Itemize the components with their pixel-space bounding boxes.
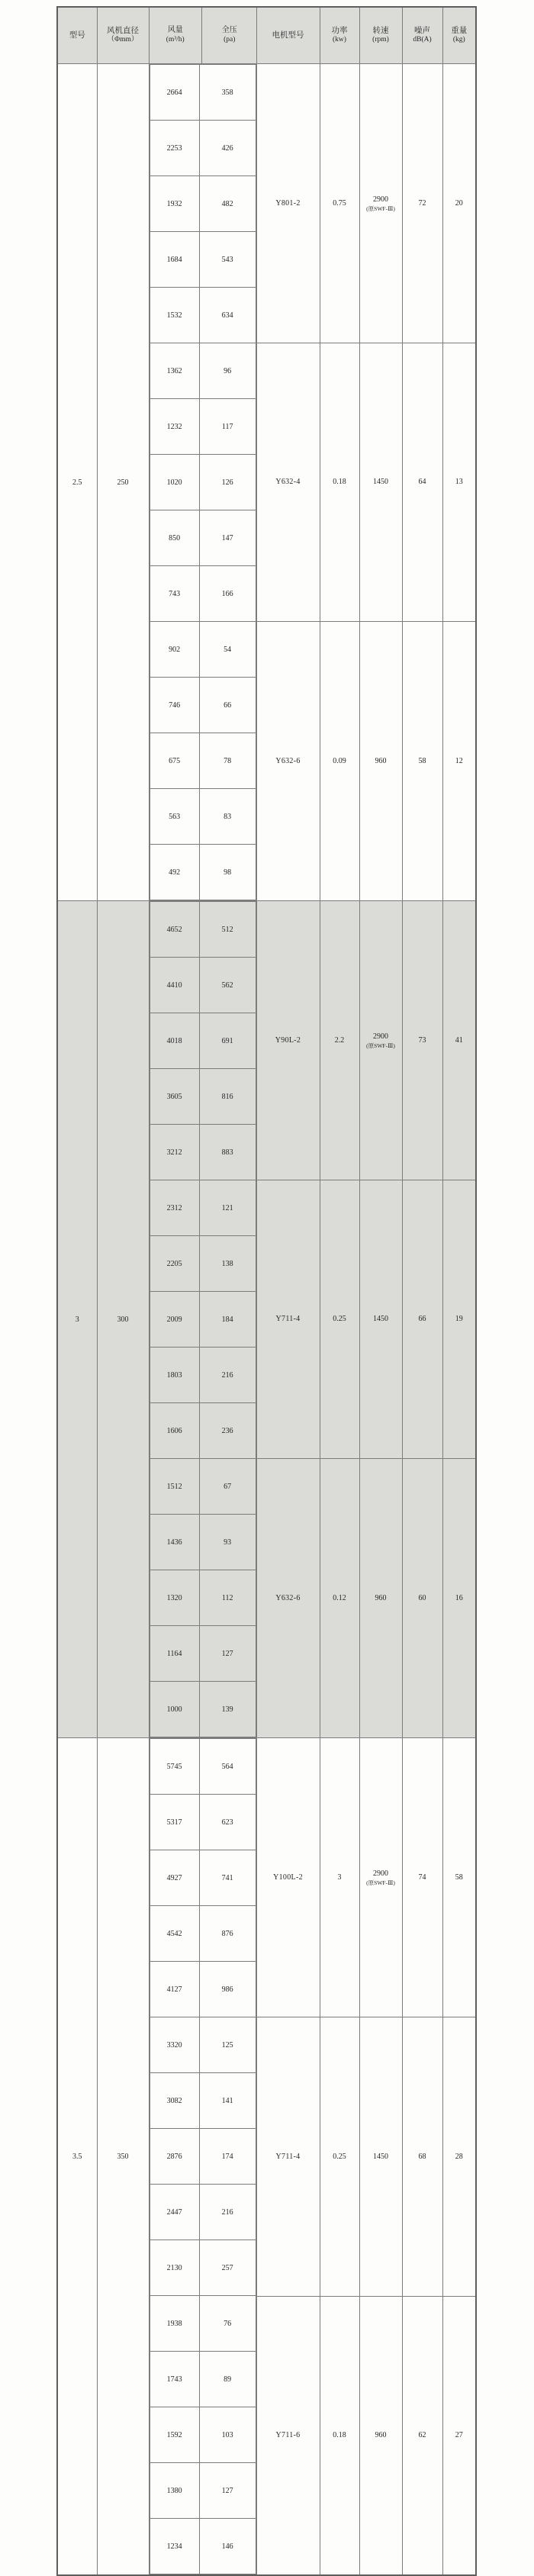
flow-pressure-row <box>150 2407 256 2463</box>
flow-pressure-row <box>150 1403 256 1459</box>
speed-value: 1450 <box>373 1315 388 1324</box>
flow-cell: 1320 <box>150 1570 199 1626</box>
pressure-cell: 562 <box>199 958 256 1013</box>
pressure-cell: 986 <box>199 1962 256 2017</box>
pressure-cell: 112 <box>199 1570 256 1626</box>
flow-pressure-row <box>150 958 256 1013</box>
speed-cell <box>359 622 402 901</box>
spec-subgroup-row <box>57 64 476 343</box>
flow-cell: 675 <box>150 733 199 789</box>
col-header-weight-unit: (kg) <box>452 36 465 44</box>
flow-cell: 5317 <box>150 1795 199 1850</box>
speed-value: 2900 <box>373 1032 388 1041</box>
pressure-cell: 741 <box>199 1850 256 1906</box>
flow-pressure-row <box>150 176 256 232</box>
power-cell: 0.25 <box>320 2017 359 2296</box>
col-header-motor <box>256 7 320 64</box>
col-header-noise <box>402 7 442 64</box>
pressure-cell: 216 <box>199 1348 256 1403</box>
pressure-cell: 93 <box>199 1515 256 1570</box>
flow-cell: 1362 <box>150 343 199 399</box>
flow-cell: 5745 <box>150 1739 199 1795</box>
header-row <box>57 7 476 64</box>
flow-pressure-row <box>150 1459 256 1515</box>
flow-cell: 4018 <box>150 1013 199 1069</box>
pressure-cell: 691 <box>199 1013 256 1069</box>
pressure-cell: 138 <box>199 1236 256 1292</box>
flow-cell: 2253 <box>150 121 199 176</box>
flow-cell: 1164 <box>150 1626 199 1682</box>
model-cell: 2.5 <box>57 64 97 901</box>
pressure-cell: 103 <box>199 2407 256 2463</box>
model-cell: 3 <box>57 901 97 1738</box>
flow-cell: 1234 <box>150 2519 199 2574</box>
flow-pressure-area <box>149 1738 256 2576</box>
flow-pressure-row <box>150 1236 256 1292</box>
pressure-cell: 184 <box>199 1292 256 1348</box>
flow-pressure-row <box>150 622 256 678</box>
flow-cell: 1592 <box>150 2407 199 2463</box>
pressure-cell: 126 <box>199 455 256 510</box>
flow-pressure-row <box>150 510 256 566</box>
pressure-cell: 174 <box>199 2129 256 2185</box>
pressure-cell: 67 <box>199 1459 256 1515</box>
col-header-model-label: 型号 <box>69 31 85 40</box>
pressure-cell: 96 <box>199 343 256 399</box>
speed-cell <box>359 1738 402 2017</box>
motor-model-cell: Y632-6 <box>256 622 320 901</box>
flow-cell: 2312 <box>150 1180 199 1236</box>
diameter-cell: 350 <box>97 1738 149 2576</box>
col-header-weight <box>442 7 476 64</box>
flow-pressure-row <box>150 1180 256 1236</box>
pressure-cell: 543 <box>199 232 256 288</box>
col-header-diameter-unit: （Φmm） <box>107 36 139 44</box>
flow-cell: 850 <box>150 510 199 566</box>
motor-model-cell: Y100L-2 <box>256 1738 320 2017</box>
flow-pressure-row <box>150 1069 256 1125</box>
flow-cell: 902 <box>150 622 199 678</box>
flow-pressure-row <box>150 65 256 121</box>
pressure-cell: 634 <box>199 288 256 343</box>
pressure-cell: 121 <box>199 1180 256 1236</box>
col-header-pressure-unit: (pa) <box>224 35 236 43</box>
pressure-cell: 98 <box>199 845 256 900</box>
flow-cell: 743 <box>150 566 199 622</box>
pressure-cell: 358 <box>199 65 256 121</box>
col-header-flow <box>150 8 202 63</box>
col-header-flow-unit: (m³/h) <box>166 35 185 43</box>
flow-cell: 1606 <box>150 1403 199 1459</box>
speed-cell <box>359 901 402 1180</box>
flow-cell: 2447 <box>150 2185 199 2240</box>
flow-pressure-row <box>150 1348 256 1403</box>
pressure-cell: 66 <box>199 678 256 733</box>
col-header-speed <box>359 7 402 64</box>
col-header-power-label: 功率 <box>331 27 348 35</box>
pressure-cell: 147 <box>199 510 256 566</box>
flow-cell: 2130 <box>150 2240 199 2296</box>
noise-cell: 62 <box>402 2296 442 2575</box>
flow-cell: 3605 <box>150 1069 199 1125</box>
pressure-cell: 623 <box>199 1795 256 1850</box>
weight-cell: 27 <box>442 2296 476 2575</box>
flow-pressure-row <box>150 1739 256 1795</box>
spec-subgroup-row <box>57 1738 476 2017</box>
pressure-cell: 512 <box>199 902 256 958</box>
col-header-diameter <box>97 7 149 64</box>
flow-pressure-row <box>150 2352 256 2407</box>
speed-value: 960 <box>375 1594 387 1603</box>
flow-pressure-row <box>150 1125 256 1180</box>
noise-cell: 68 <box>402 2017 442 2296</box>
col-header-power <box>320 7 359 64</box>
speed-cell <box>359 2017 402 2296</box>
weight-cell: 13 <box>442 343 476 622</box>
flow-cell: 4410 <box>150 958 199 1013</box>
flow-cell: 1380 <box>150 2463 199 2519</box>
flow-cell: 1532 <box>150 288 199 343</box>
pressure-cell: 883 <box>199 1125 256 1180</box>
flow-pressure-row <box>150 789 256 845</box>
speed-cell <box>359 343 402 622</box>
flow-cell: 4127 <box>150 1962 199 2017</box>
col-header-speed-unit: (rpm) <box>372 36 389 44</box>
col-header-power-unit: (kw) <box>333 36 346 44</box>
flow-cell: 1684 <box>150 232 199 288</box>
speed-cell <box>359 1180 402 1459</box>
weight-cell: 16 <box>442 1459 476 1738</box>
flow-pressure-area <box>149 901 256 1738</box>
col-header-speed-label: 转速 <box>372 27 389 35</box>
pressure-cell: 816 <box>199 1069 256 1125</box>
flow-cell: 2205 <box>150 1236 199 1292</box>
power-cell: 0.25 <box>320 1180 359 1459</box>
col-header-motor-label: 电机型号 <box>272 31 304 40</box>
col-header-pressure-label: 全压 <box>221 26 237 35</box>
flow-cell: 2009 <box>150 1292 199 1348</box>
pressure-cell: 127 <box>199 2463 256 2519</box>
flow-cell: 3320 <box>150 2017 199 2073</box>
motor-model-cell: Y711-4 <box>256 1180 320 1459</box>
flow-pressure-row <box>150 678 256 733</box>
noise-cell: 66 <box>402 1180 442 1459</box>
noise-cell: 73 <box>402 901 442 1180</box>
speed-value: 1450 <box>373 2152 388 2161</box>
pressure-cell: 216 <box>199 2185 256 2240</box>
speed-value: 1450 <box>373 478 388 487</box>
flow-cell: 1743 <box>150 2352 199 2407</box>
col-header-flow-pressure <box>149 7 256 64</box>
flow-cell: 4927 <box>150 1850 199 1906</box>
col-header-noise-unit: dB(A) <box>413 36 432 44</box>
pressure-cell: 139 <box>199 1682 256 1737</box>
speed-note: (原SWF-Ⅲ) <box>366 204 395 212</box>
spec-table <box>56 6 477 2576</box>
pressure-cell: 78 <box>199 733 256 789</box>
flow-pressure-row <box>150 1682 256 1737</box>
power-cell: 2.2 <box>320 901 359 1180</box>
pressure-cell: 89 <box>199 2352 256 2407</box>
speed-cell <box>359 1459 402 1738</box>
pressure-cell: 117 <box>199 399 256 455</box>
flow-cell: 1512 <box>150 1459 199 1515</box>
speed-note: (原SWF-Ⅲ) <box>366 1042 395 1049</box>
speed-cell <box>359 2296 402 2575</box>
motor-model-cell: Y632-4 <box>256 343 320 622</box>
pressure-cell: 54 <box>199 622 256 678</box>
flow-pressure-inner-table <box>150 1738 256 2574</box>
flow-pressure-row <box>150 1570 256 1626</box>
flow-cell: 1932 <box>150 176 199 232</box>
flow-pressure-row <box>150 1626 256 1682</box>
flow-pressure-row <box>150 2017 256 2073</box>
flow-pressure-row <box>150 1850 256 1906</box>
pressure-cell: 236 <box>199 1403 256 1459</box>
spec-subgroup-row <box>57 901 476 1180</box>
model-cell: 3.5 <box>57 1738 97 2576</box>
col-header-diameter-label: 风机直径 <box>107 27 139 35</box>
flow-cell: 1436 <box>150 1515 199 1570</box>
flow-cell: 1232 <box>150 399 199 455</box>
flow-pressure-row <box>150 1013 256 1069</box>
flow-cell: 4542 <box>150 1906 199 1962</box>
flow-pressure-area <box>149 64 256 901</box>
pressure-cell: 125 <box>199 2017 256 2073</box>
speed-note: (原SWF-Ⅲ) <box>366 1879 395 1886</box>
flow-pressure-row <box>150 399 256 455</box>
flow-cell: 1000 <box>150 1682 199 1737</box>
pressure-cell: 257 <box>199 2240 256 2296</box>
pressure-cell: 482 <box>199 176 256 232</box>
flow-pressure-row <box>150 845 256 900</box>
flow-pressure-row <box>150 1515 256 1570</box>
noise-cell: 64 <box>402 343 442 622</box>
flow-cell: 4652 <box>150 902 199 958</box>
flow-pressure-row <box>150 2296 256 2352</box>
flow-pressure-inner-table <box>150 901 256 1737</box>
flow-cell: 1938 <box>150 2296 199 2352</box>
flow-pressure-row <box>150 566 256 622</box>
pressure-cell: 83 <box>199 789 256 845</box>
power-cell: 0.75 <box>320 64 359 343</box>
flow-pressure-row <box>150 2519 256 2574</box>
weight-cell: 20 <box>442 64 476 343</box>
speed-value: 960 <box>375 2431 387 2440</box>
flow-pressure-row <box>150 121 256 176</box>
flow-pressure-row <box>150 343 256 399</box>
flow-pressure-row <box>150 2073 256 2129</box>
power-cell: 3 <box>320 1738 359 2017</box>
spec-table-body <box>57 64 476 2576</box>
noise-cell: 72 <box>402 64 442 343</box>
noise-cell: 58 <box>402 622 442 901</box>
weight-cell: 58 <box>442 1738 476 2017</box>
pressure-cell: 564 <box>199 1739 256 1795</box>
pressure-cell: 166 <box>199 566 256 622</box>
col-header-model <box>57 7 97 64</box>
weight-cell: 12 <box>442 622 476 901</box>
flow-cell: 563 <box>150 789 199 845</box>
flow-pressure-row <box>150 1906 256 1962</box>
flow-cell: 3082 <box>150 2073 199 2129</box>
col-header-weight-label: 重量 <box>451 27 468 35</box>
power-cell: 0.18 <box>320 2296 359 2575</box>
speed-cell <box>359 64 402 343</box>
flow-cell: 1803 <box>150 1348 199 1403</box>
flow-cell: 3212 <box>150 1125 199 1180</box>
flow-pressure-row <box>150 288 256 343</box>
pressure-cell: 127 <box>199 1626 256 1682</box>
diameter-cell: 300 <box>97 901 149 1738</box>
flow-cell: 2664 <box>150 65 199 121</box>
motor-model-cell: Y801-2 <box>256 64 320 343</box>
flow-pressure-row <box>150 1292 256 1348</box>
col-header-pressure <box>202 8 257 63</box>
diameter-cell: 250 <box>97 64 149 901</box>
pressure-cell: 76 <box>199 2296 256 2352</box>
flow-pressure-header-split <box>150 8 257 63</box>
motor-model-cell: Y632-6 <box>256 1459 320 1738</box>
speed-value: 960 <box>375 757 387 766</box>
flow-cell: 492 <box>150 845 199 900</box>
flow-pressure-row <box>150 1795 256 1850</box>
flow-cell: 1020 <box>150 455 199 510</box>
flow-pressure-inner-table <box>150 64 256 900</box>
speed-value: 2900 <box>373 195 388 204</box>
power-cell: 0.18 <box>320 343 359 622</box>
flow-pressure-row <box>150 455 256 510</box>
weight-cell: 28 <box>442 2017 476 2296</box>
power-cell: 0.12 <box>320 1459 359 1738</box>
motor-model-cell: Y711-6 <box>256 2296 320 2575</box>
flow-cell: 746 <box>150 678 199 733</box>
power-cell: 0.09 <box>320 622 359 901</box>
noise-cell: 60 <box>402 1459 442 1738</box>
flow-pressure-row <box>150 232 256 288</box>
flow-pressure-row <box>150 2185 256 2240</box>
flow-pressure-row <box>150 2463 256 2519</box>
flow-pressure-row <box>150 2129 256 2185</box>
col-header-flow-label: 风量 <box>167 26 183 35</box>
pressure-cell: 141 <box>199 2073 256 2129</box>
speed-value: 2900 <box>373 1869 388 1878</box>
col-header-noise-label: 噪声 <box>414 27 430 35</box>
pressure-cell: 146 <box>199 2519 256 2574</box>
motor-model-cell: Y711-4 <box>256 2017 320 2296</box>
motor-model-cell: Y90L-2 <box>256 901 320 1180</box>
noise-cell: 74 <box>402 1738 442 2017</box>
pressure-cell: 426 <box>199 121 256 176</box>
flow-pressure-row <box>150 2240 256 2296</box>
weight-cell: 19 <box>442 1180 476 1459</box>
flow-pressure-row <box>150 902 256 958</box>
flow-pressure-row <box>150 1962 256 2017</box>
weight-cell: 41 <box>442 901 476 1180</box>
pressure-cell: 876 <box>199 1906 256 1962</box>
flow-pressure-row <box>150 733 256 789</box>
flow-cell: 2876 <box>150 2129 199 2185</box>
